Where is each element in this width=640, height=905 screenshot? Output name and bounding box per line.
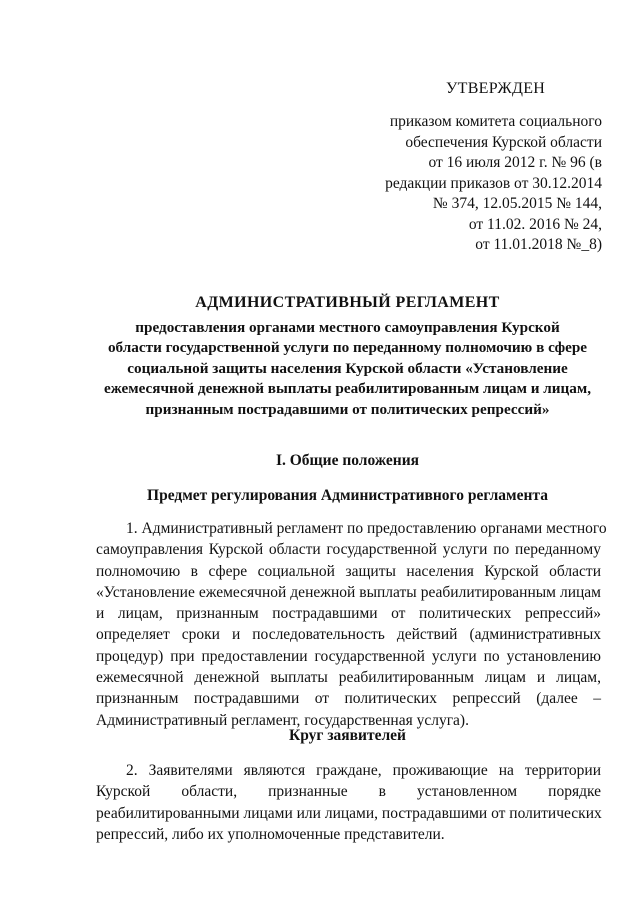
subheading-applicants: Круг заявителей	[289, 727, 406, 744]
paragraph-line: Курской области, признанные в установленном порядке	[96, 783, 601, 801]
approval-heading: УТВЕРЖДЕН	[446, 80, 546, 97]
paragraph-line: репрессий, либо их уполномоченные представители.	[96, 825, 445, 843]
document-subtitle-line: области государственной услуги по переданному полномочию в сфере	[107, 339, 588, 356]
approval-details	[342, 112, 602, 256]
approval-line: от 11.02. 2016 № 24,	[468, 215, 602, 233]
paragraph-line: самоуправления Курской области государственной услуги по переданному	[96, 541, 601, 559]
paragraph-line: Административный регламент, государственная услуга).	[96, 711, 469, 729]
paragraph-line: 2. Заявителями являются граждане, проживающие на территории	[126, 762, 601, 779]
approval-line: приказом комитета социального	[389, 113, 602, 130]
paragraph-line: «Установление ежемесячной денежной выплаты реабилитированным лицам	[96, 583, 601, 601]
document-title-block	[80, 293, 615, 420]
approval-line: обеспечения Курской области	[405, 133, 602, 151]
paragraph-line: и лицам, признанным пострадавшими от политических репрессий»	[96, 605, 601, 623]
document-subtitle-line: предоставления органами местного самоуправления Курской	[135, 318, 560, 336]
paragraph-line: определяет сроки и последовательность действий (административных	[96, 626, 601, 644]
document-subtitle-line: ежемесячной денежной выплаты реабилитированным лицам и лицам,	[103, 380, 592, 397]
paragraph-2	[96, 760, 601, 845]
approval-line: от 11.01.2018 №_8)	[475, 236, 602, 253]
paragraph-line: признанным пострадавшими от политических репрессий (далее –	[96, 690, 601, 708]
document-subtitle-line: социальной защиты населения Курской области «Установление	[127, 359, 568, 377]
paragraph-line: ежемесячной денежной выплаты реабилитированным лицам и лицам,	[96, 669, 601, 687]
paragraph-line: процедур) при предоставлении государственной услуги по установлению	[96, 647, 601, 665]
subheading-regulation-subject: Предмет регулирования Административного регламента	[147, 487, 548, 504]
approval-line: от 16 июля 2012 г. № 96 (в	[428, 154, 602, 171]
paragraph-line: реабилитированными лицами или лицами, пострадавшими от политических	[96, 804, 602, 822]
section-heading-general: I. Общие положения	[275, 452, 420, 469]
document-title: АДМИНИСТРАТИВНЫЙ РЕГЛАМЕНТ	[195, 294, 500, 311]
paragraph-line: полномочию в сфере социальной защиты населения Курской области	[96, 562, 601, 580]
paragraph-line: 1. Административный регламент по предоставлению органами местного	[126, 520, 607, 537]
document-subtitle-line: признанным пострадавшими от политических репрессий»	[145, 400, 550, 418]
paragraph-1	[96, 518, 607, 731]
approval-line: № 374, 12.05.2015 № 144,	[432, 195, 602, 212]
approval-line: редакции приказов от 30.12.2014	[385, 174, 602, 192]
